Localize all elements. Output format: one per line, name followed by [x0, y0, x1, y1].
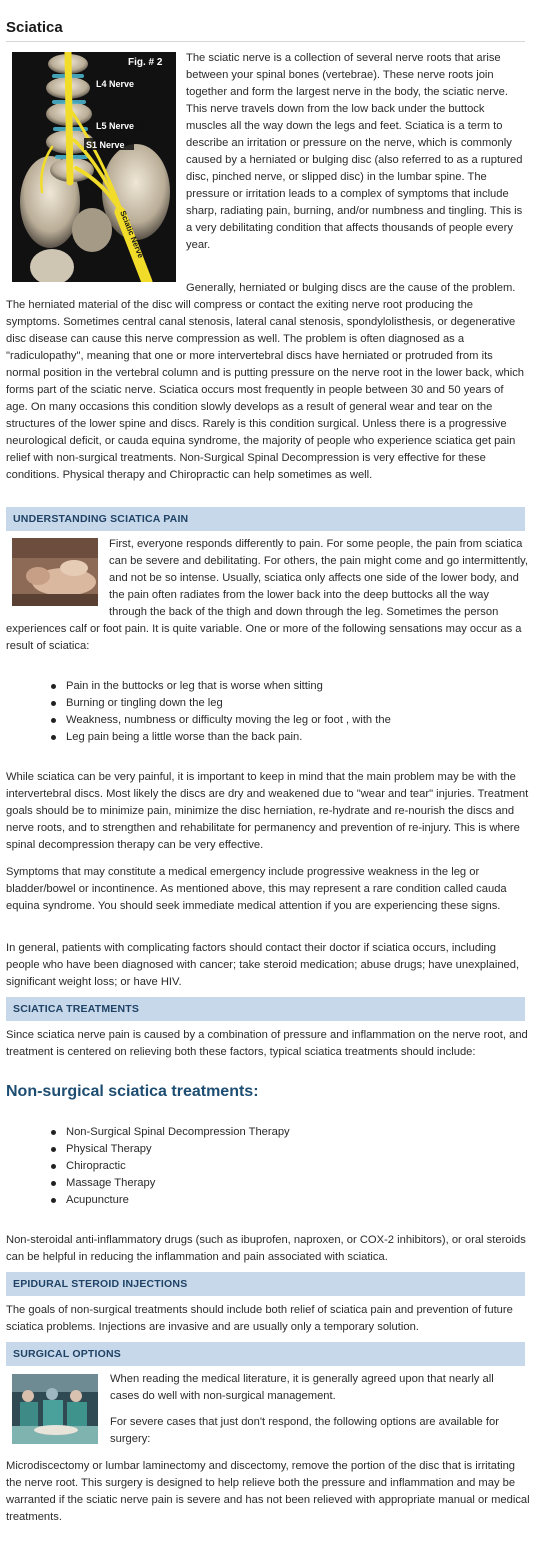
- photo-spacer: [6, 536, 109, 606]
- section-header-surgical: SURGICAL OPTIONS: [6, 1342, 525, 1366]
- section-header-understanding: UNDERSTANDING SCIATICA PAIN: [6, 507, 525, 531]
- surgical-paragraph-3: Microdiscectomy or lumbar laminectomy and discectomy, remove the portion of the disc that is irritating the nerve root. This surgery is designed to help relieve both the pressure and inflammation and may be warranted if the sciatic nerve pain is severe and has not been relieved with appropriate manual or medical treatments.: [6, 1460, 530, 1523]
- intro-paragraph: The sciatic nerve is a collection of several nerve roots that arise between your spinal bones (vertebrae). These nerve roots join together and form the largest nerve in the body, the sciatic nerve. This nerve travels down from the low back under the buttock muscles all the way down the legs and feet. Sciatica is a term to describe an irritation or pressure on the nerve, which is commonly caused by a herniated or bulging disc (also referred to as a ruptured disc, pinched nerve, or slipped disc) in the lumbar spine. The pressure or irritation leads to a complex of symptoms that include sharp, radiating pain, burning, and/or numbness and tingling. This is a very debilitating condition that affects thousands of people every year.: [186, 52, 523, 251]
- treatment-list: [0, 1124, 551, 1209]
- list-item: Chiropractic: [66, 1158, 551, 1175]
- spine-figure-image: [12, 52, 176, 282]
- list-item: Non-Surgical Spinal Decompression Therapy: [66, 1124, 551, 1141]
- list-item: Leg pain being a little worse than the back pain.: [66, 729, 551, 746]
- non-surgical-subheading: Non-surgical sciatica treatments:: [6, 1083, 259, 1100]
- figure-label-sciatic: Sciatic Nerve: [118, 209, 146, 260]
- figure-label-l5: L5 Nerve: [96, 121, 135, 131]
- understanding-paragraph: [6, 536, 528, 655]
- treatments-intro: Since sciatica nerve pain is caused by a combination of pressure and inflammation on the nerve root, and treatment is centered on relieving both these factors, typical sciatica treatments should include:: [6, 1029, 528, 1058]
- figure-label-s1: S1 Nerve: [86, 140, 125, 150]
- list-item: Burning or tingling down the leg: [66, 695, 551, 712]
- list-item: Physical Therapy: [66, 1141, 551, 1158]
- causes-paragraph: Generally, herniated or bulging discs are the cause of the problem. The herniated material of the disc will compress or contact the exiting nerve root producing the symptoms. Sometimes central canal stenosis, lateral canal stenosis, spondylolisthesis, or degenerative disc disease can cause this nerve compression as well. The problem is often diagnosed as a "radiculopathy", meaning that one or more intervertebral discs have herniated or protruded from its normal position in the vertebral column and is putting pressure on the nerve root in the lower back, which forms part of the sciatic nerve. Sciatica occurs most frequently in people between 30 and 50 years of age. On many occasions this condition slowly develops as a result of general wear and tear on the structures of the lower spine and discs. Rarely is this condition surgical. Unless there is a progressive neurological deficit, or cauda equina syndrome, the majority of people who experience sciatica get pain relief with non-surgical treatments. Non-Surgical Spinal Decompression is very effective for these conditions. Physical therapy and Chiropractic can help sometimes as well.: [6, 282, 525, 481]
- list-item: Weakness, numbness or difficulty moving the leg or foot , with the: [66, 712, 551, 729]
- section-header-treatments: SCIATICA TREATMENTS: [6, 997, 525, 1021]
- list-item: Massage Therapy: [66, 1175, 551, 1192]
- surgical-paragraph-1: When reading the medical literature, it is generally agreed upon that nearly all cases do well with non-surgical management.: [110, 1373, 494, 1402]
- title-divider: [6, 41, 525, 42]
- surgery-photo-image: [12, 1374, 98, 1444]
- discs-paragraph: While sciatica can be very painful, it is important to keep in mind that the main problem may be with the intervertebral discs. Most likely the discs are dry and weakened due to "wear and tear" injuries. Treatment goals should be to minimize pain, minimize the disc herniation, re-hydrate and re-nourish the discs and nerve roots, and to strengthen and rehabilitate for permanency and prevention of re-injury. This is where spinal decompression therapy can be very effective.: [6, 771, 529, 851]
- page-title: Sciatica: [6, 19, 63, 36]
- emergency-paragraph: Symptoms that may constitute a medical emergency include progressive weakness in the leg or bladder/bowel or incontinence. As mentioned above, this may represent a rare condition called cauda equina syndrome. You should seek immediate medical attention if you are experiencing these signs.: [6, 866, 507, 912]
- epidural-paragraph: The goals of non-surgical treatments should include both relief of sciatica pain and prevention of future sciatica problems. Injections are invasive and are usually only a temporary solution.: [6, 1304, 513, 1333]
- nsaid-paragraph: Non-steroidal anti-inflammatory drugs (such as ibuprofen, naproxen, or COX-2 inhibitors), or oral steroids can be helpful in reducing the inflammation and pain associated with sciatica.: [6, 1234, 526, 1263]
- symptom-list: [0, 678, 551, 746]
- section-header-epidural: EPIDURAL STEROID INJECTIONS: [6, 1272, 525, 1296]
- figure-label-l4: L4 Nerve: [96, 79, 135, 89]
- surgical-paragraph-2: For severe cases that just don't respond, the following options are available for surgery:: [110, 1416, 499, 1445]
- spine-nerve-illustration: [12, 52, 176, 282]
- figure-label: Fig. # 2: [128, 57, 163, 68]
- list-item: Acupuncture: [66, 1192, 551, 1209]
- complicating-factors-paragraph: In general, patients with complicating factors should contact their doctor if sciatica occurs, including people who have been diagnosed with cancer; take steroid medication; abuse drugs; have unexplained, significant weight loss; or have HIV.: [6, 942, 520, 988]
- understanding-paragraph-text: First, everyone responds differently to pain. For some people, the pain from sciatica can be severe and debilitating. For others, the pain might come and go intermittently, and not be so intense. Usually, sciatica only affects one side of the lower body, and the pain often radiates from the lower back into the deep buttocks all the way through the back of the thigh and down through the leg. Sometimes the person experiences calf or foot pain. It is quite variable. One or more of the following sensations may occur as a result of sciatica:: [6, 538, 528, 652]
- list-item: Pain in the buttocks or leg that is worse when sitting: [66, 678, 551, 695]
